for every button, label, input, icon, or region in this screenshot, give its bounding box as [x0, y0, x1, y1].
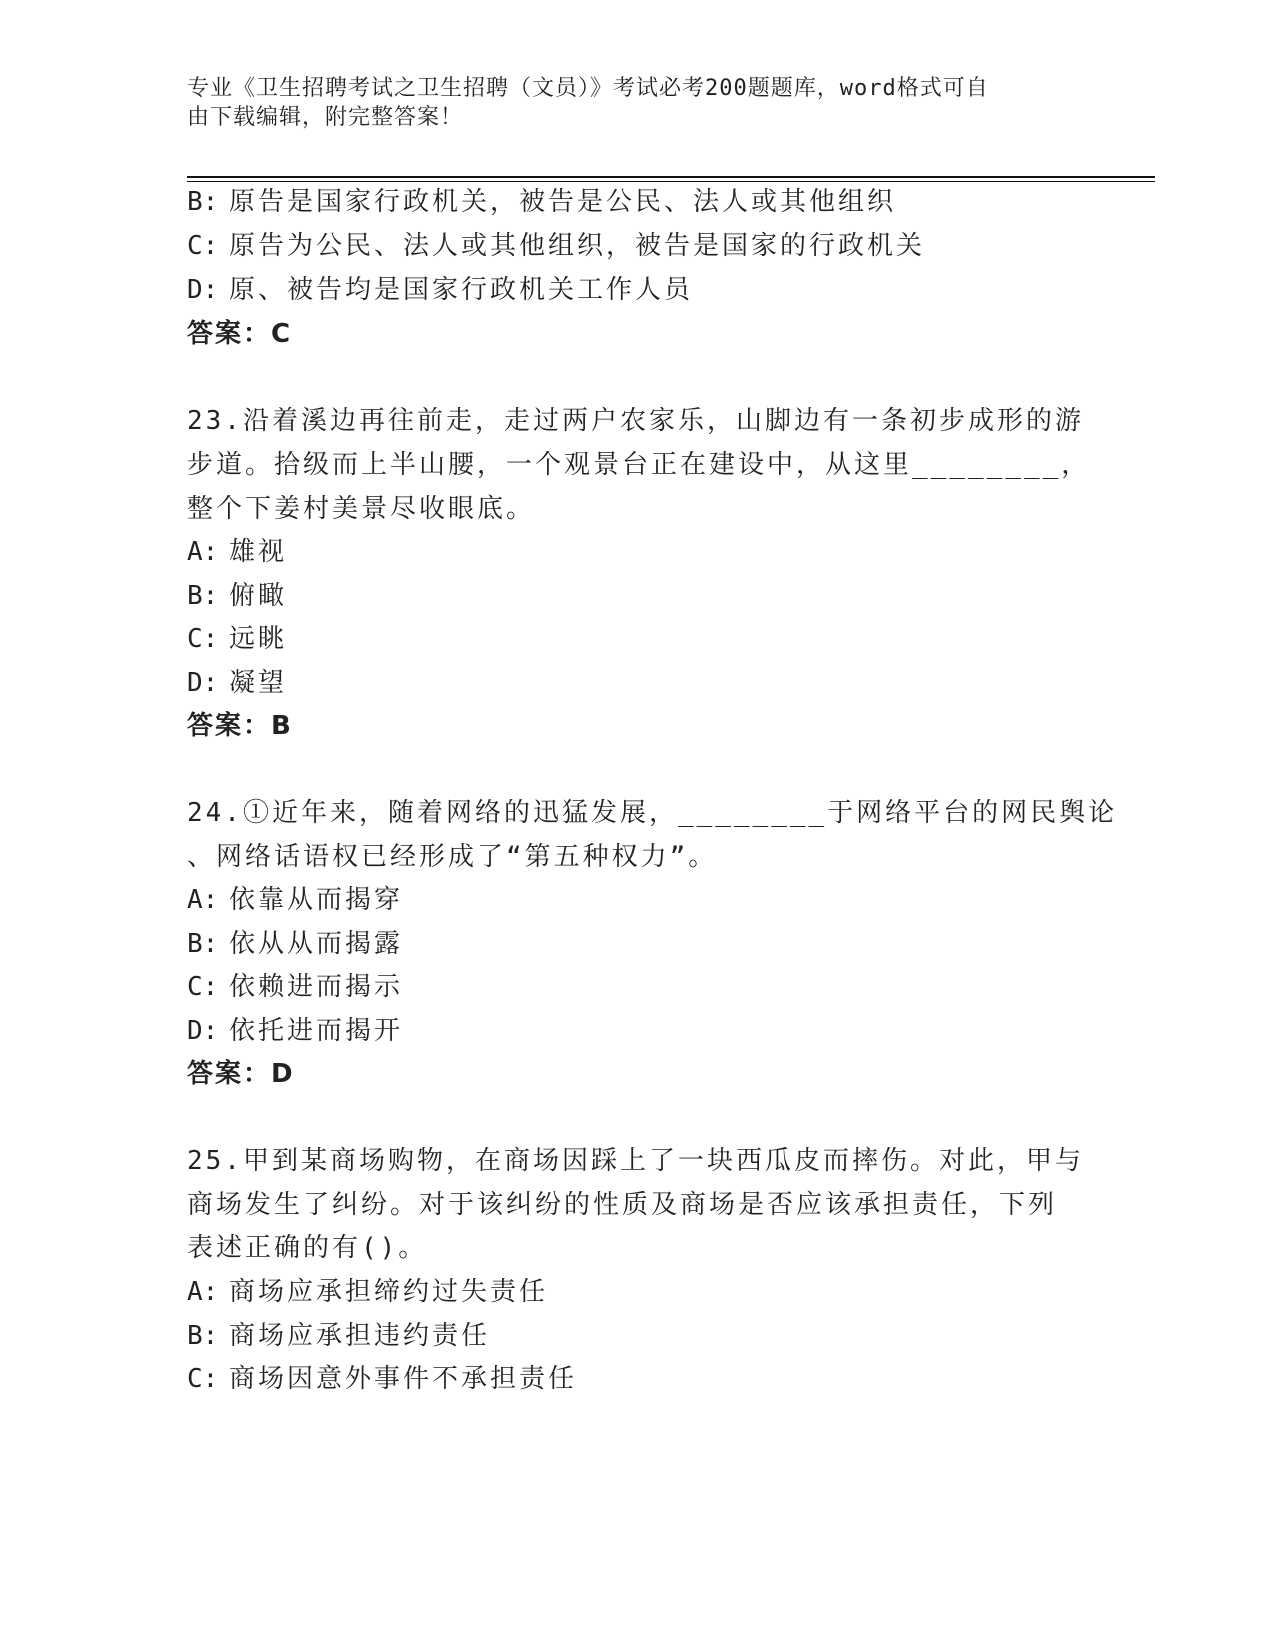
q25-option-a	[187, 1276, 548, 1308]
option-letter: B:	[187, 929, 219, 959]
option-text: 原、被告均是国家行政机关工作人员	[229, 275, 694, 305]
option-text: 依托进而揭开	[229, 1016, 404, 1046]
option-text: 俯瞰	[229, 581, 288, 611]
option-letter: D:	[187, 275, 219, 305]
option-letter: D:	[187, 1016, 219, 1046]
q22-option-b	[187, 186, 896, 218]
q24-option-b	[187, 928, 403, 960]
q23-option-c	[187, 623, 287, 655]
q25-option-b	[187, 1320, 490, 1352]
option-text: 依赖进而揭示	[229, 972, 404, 1002]
document-header	[187, 74, 1067, 132]
option-letter: D:	[187, 668, 219, 698]
q22-answer: 答案：C	[187, 319, 293, 349]
header-line-1: 专业《卫生招聘考试之卫生招聘（文员）》考试必考200题题库，word格式可自	[187, 76, 989, 101]
q24-option-c	[187, 971, 403, 1003]
q23-stem-line-3: 整个下姜村美景尽收眼底。	[187, 494, 536, 524]
q22-option-d	[187, 274, 693, 306]
option-letter: C:	[187, 972, 219, 1002]
q23-option-b	[187, 580, 287, 612]
option-letter: A:	[187, 1277, 219, 1307]
option-text: 原告是国家行政机关，被告是公民、法人或其他组织	[229, 187, 897, 217]
option-text: 原告为公民、法人或其他组织，被告是国家的行政机关	[229, 231, 926, 261]
option-letter: A:	[187, 885, 219, 915]
option-letter: C:	[187, 231, 219, 261]
option-text: 商场因意外事件不承担责任	[229, 1364, 578, 1394]
header-rule-thin	[187, 181, 1155, 182]
option-text: 远眺	[229, 624, 288, 654]
q24-stem-line-1: 24.①近年来，随着网络的迅猛发展，________于网络平台的网民舆论	[187, 798, 1118, 828]
q24-option-d	[187, 1015, 403, 1047]
q25-stem-line-1: 25.甲到某商场购物，在商场因踩上了一块西瓜皮而摔伤。对此，甲与	[187, 1146, 1084, 1176]
q23-option-a	[187, 536, 287, 568]
header-rule-thick	[187, 176, 1155, 178]
option-letter: B:	[187, 1321, 219, 1351]
option-letter: C:	[187, 1364, 219, 1394]
option-letter: B:	[187, 581, 219, 611]
q25-stem-line-3: 表述正确的有()。	[187, 1233, 428, 1263]
option-text: 商场应承担缔约过失责任	[229, 1277, 549, 1307]
option-text: 依靠从而揭穿	[229, 885, 404, 915]
option-text: 依从从而揭露	[229, 929, 404, 959]
option-text: 雄视	[229, 537, 288, 567]
q25-option-c	[187, 1363, 577, 1395]
q24-answer: 答案：D	[187, 1059, 295, 1089]
option-text: 凝望	[229, 668, 288, 698]
q23-option-d	[187, 667, 287, 699]
option-letter: B:	[187, 187, 219, 217]
option-text: 商场应承担违约责任	[229, 1321, 491, 1351]
q24-stem-line-2: 、网络话语权已经形成了“第五种权力”。	[187, 842, 718, 872]
q22-option-c	[187, 230, 925, 262]
header-line-2: 由下载编辑，附完整答案！	[187, 105, 464, 130]
q25-stem-line-2: 商场发生了纠纷。对于该纠纷的性质及商场是否应该承担责任，下列	[187, 1190, 1058, 1220]
option-letter: A:	[187, 537, 219, 567]
option-letter: C:	[187, 624, 219, 654]
q23-stem-line-2: 步道。拾级而上半山腰，一个观景台正在建设中，从这里________，	[187, 450, 1091, 480]
q24-option-a	[187, 884, 403, 916]
q23-stem-line-1: 23.沿着溪边再往前走，走过两户农家乐，山脚边有一条初步成形的游	[187, 406, 1084, 436]
q23-answer: 答案：B	[187, 711, 293, 741]
